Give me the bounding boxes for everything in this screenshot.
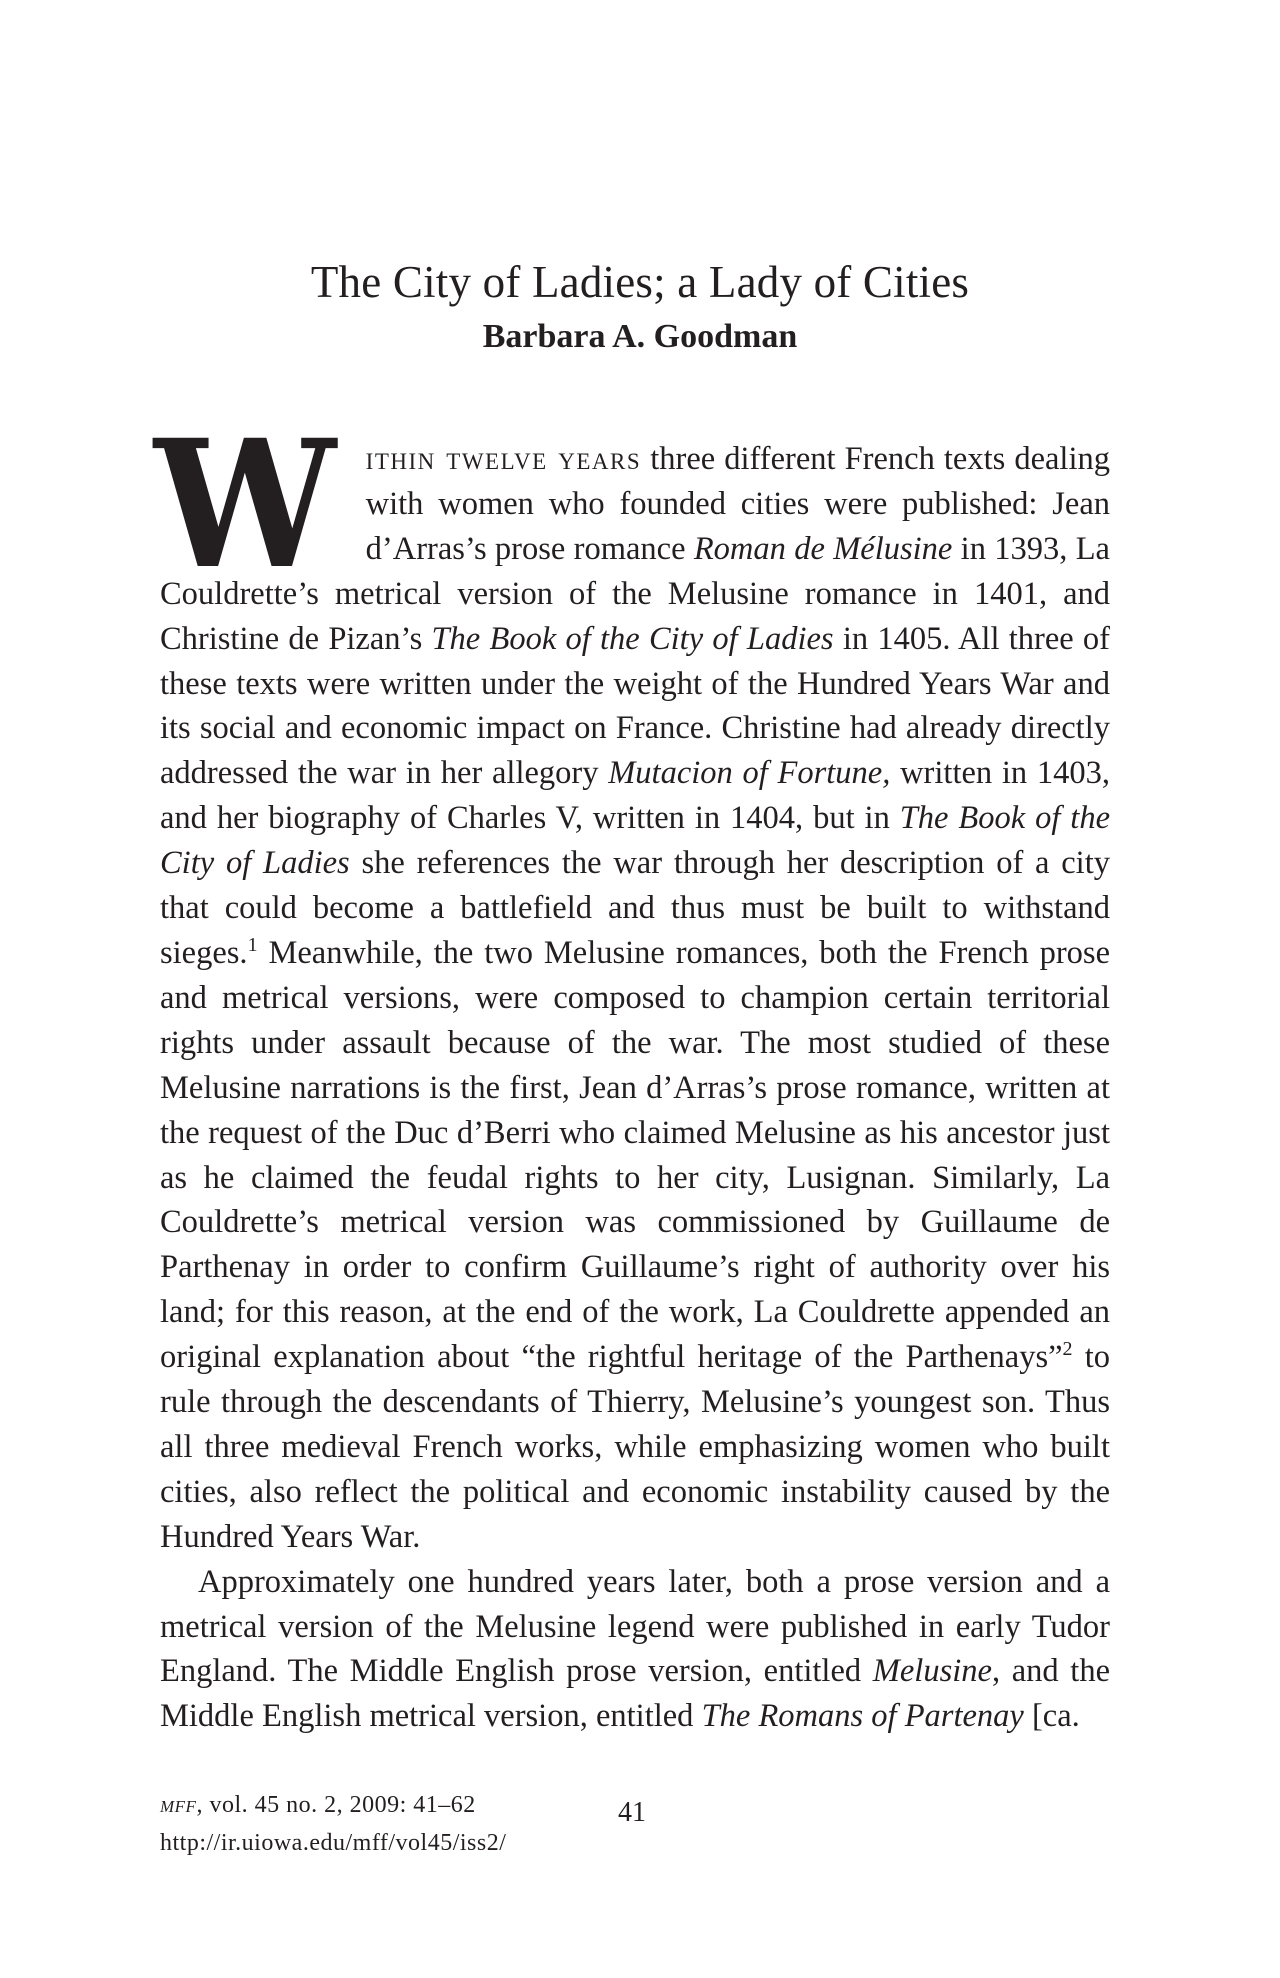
text-run: Approximately one hundred years later, both a prose version and a metrical version of the Melusine legend were published in early Tudor England. The Middle English prose version, entitled xyxy=(160,1563,1110,1690)
article-author: Barbara A. Goodman xyxy=(482,318,798,355)
italic-title: Roman de Mélusine xyxy=(693,530,953,567)
article-title: The City of Ladies; a Lady of Cities xyxy=(310,257,970,307)
footnote-ref-1: 1 xyxy=(247,934,258,957)
journal-name: mff xyxy=(160,1792,197,1818)
text-run: , and the Middle English metrical version, entitled xyxy=(160,1653,1110,1735)
page-number: 41 xyxy=(618,1797,646,1828)
text-run: [ca. xyxy=(1023,1698,1080,1735)
paragraph-1 xyxy=(154,401,1111,1560)
opening-smallcaps: ithin twelve years xyxy=(365,441,642,477)
citation-line xyxy=(160,1786,506,1824)
article-body xyxy=(154,401,1111,1739)
italic-title: The Romans of Partenay xyxy=(701,1698,1024,1735)
citation-details: , vol. 45 no. 2, 2009: 41–62 xyxy=(196,1792,476,1818)
footnote-ref-2: 2 xyxy=(1062,1338,1073,1361)
italic-title: The Book of the City of Ladies xyxy=(160,800,1110,882)
text-run: written in 1403, and her biography of Charles V, written in 1404, but in xyxy=(160,755,1111,837)
text-run: in 1405. All three of these texts were written under the weight of the Hundred Years War and its social and economic impact on France. Christine had already directly addressed the war in her allegory xyxy=(160,620,1110,792)
italic-title: Mutacion of Fortune, xyxy=(608,755,891,792)
paragraph-2 xyxy=(160,1560,1110,1740)
citation-footer xyxy=(160,1786,506,1862)
text-run: Meanwhile, the two Melusine romances, both the French prose and metrical versions, were composed to champion certain territorial rights under assault because of the war. The most studied of these Melusine narrations is the first, Jean d’Arras’s prose romance, written at the request of the Duc d’Berri who claimed Melusine as his ancestor just as he claimed the feudal rights to her city, Lusignan. Similarly, La Couldrette’s metrical version was commissioned by Guillaume de Parthenay in order to confirm Guillaume’s right of authority over his land; for this reason, at the end of the work, La Couldrette appended an original explanation about “the rightful heritage of the Parthenays” xyxy=(160,934,1110,1376)
text-run: three different French texts dealing with women who founded cities were published: Jean d’Arras’s prose romance xyxy=(365,441,1110,567)
italic-title: Melusine xyxy=(872,1653,992,1690)
italic-title: The Book of the City of Ladies xyxy=(431,620,834,657)
drop-cap: W xyxy=(154,401,336,608)
text-run: she references the war through her description of a city that could become a battlefield and thus must be built to withstand sieges. xyxy=(160,845,1110,971)
citation-url[interactable]: http://ir.uiowa.edu/mff/vol45/iss2/ xyxy=(160,1830,507,1856)
text-run: to rule through the descendants of Thierry, Melusine’s youngest son. Thus all three medieval French works, while emphasizing women who built cities, also reflect the political and economic instability caused by the Hundred Years War. xyxy=(160,1339,1111,1555)
text-run: in 1393, La Couldrette’s metrical version of the Melusine romance in 1401, and Christine de Pizan’s xyxy=(160,530,1110,657)
